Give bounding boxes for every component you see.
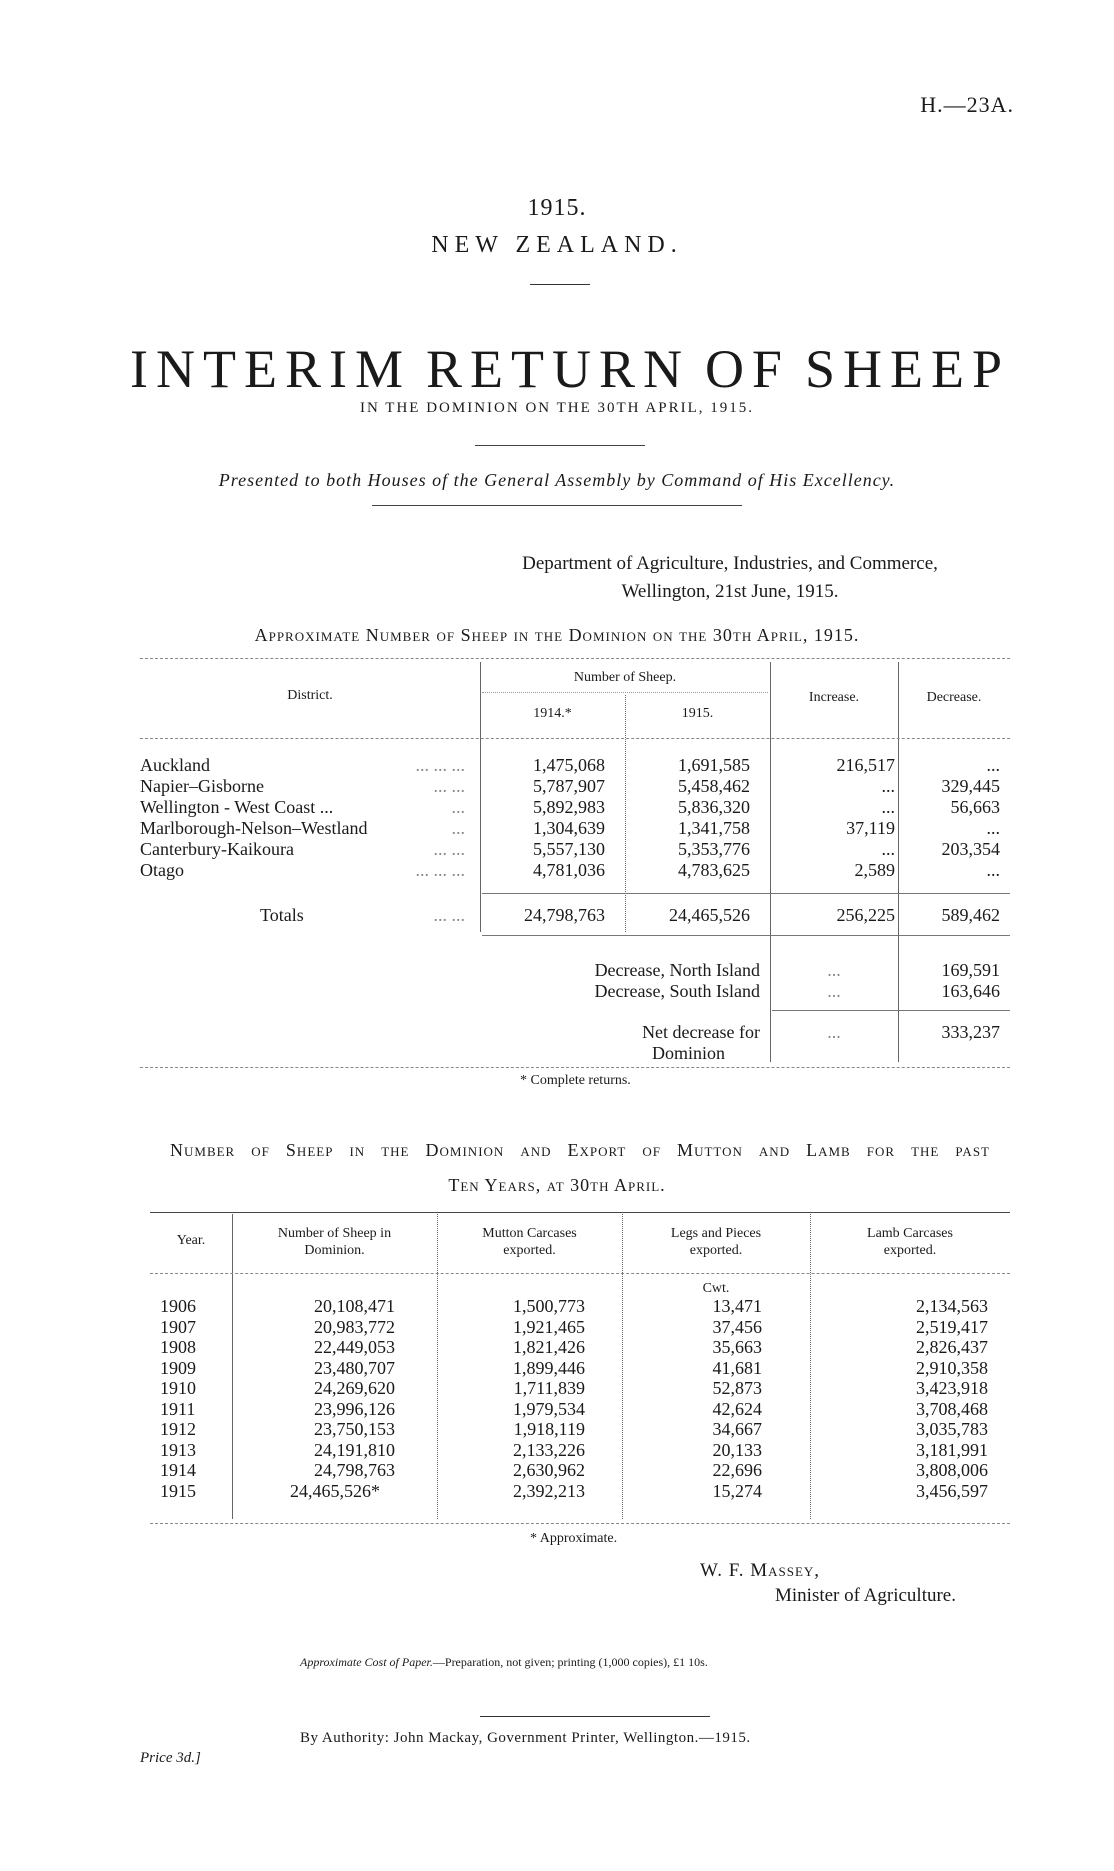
lamb-cell: 3,423,918 [916,1378,988,1398]
cost-text: —Preparation, not given; printing (1,000 copies), £1 10s. [432,1655,708,1669]
header-sheep [232,1225,437,1259]
price: Price 3d.] [140,1750,201,1766]
leader-dots: ... [451,797,465,817]
legs-cell: 34,667 [712,1419,762,1439]
summary-value: 169,591 [941,960,1000,980]
header-number-of-sheep: Number of Sheep. [573,670,677,685]
sheep-cell: 23,750,153 [314,1419,395,1439]
header-year: Year. [176,1233,206,1248]
sheep-cell: 23,996,126 [314,1398,395,1419]
leader-dots: ... ... [433,905,465,925]
table1-caption: Approximate Number of Sheep in the Dominion on the 30th April, 1915. [254,625,860,645]
signature-name: W. F. Massey, [700,1560,821,1581]
cell-1915: 1,691,585 [678,755,750,775]
lamb-cell: 3,181,991 [916,1439,988,1460]
header-mutton [437,1225,622,1259]
header-lamb-line2: exported. [883,1243,937,1258]
lamb-cell: 2,826,437 [916,1337,988,1357]
header-sheep-line2: Dominion. [304,1243,365,1258]
lamb-cell: 3,035,783 [916,1419,988,1439]
header-mutton-line2: exported. [503,1243,556,1258]
header-1915: 1915. [681,706,714,721]
sheep-cell: 23,480,707 [314,1357,395,1378]
presented-line: Presented to both Houses of the General Assembly by Command of His Excellency. [218,470,896,490]
net-decrease-row [480,1022,1010,1064]
table2-caption-line1: Number of Sheep in the Dominion and Export of Mutton and Lamb for the past [170,1140,990,1160]
table-row [140,860,1010,881]
totals-1914: 24,798,763 [524,905,605,925]
cell-1915: 4,783,625 [678,860,750,880]
header-rule [482,692,768,693]
year-cell: 1909 [160,1357,196,1378]
table-row [140,839,1010,860]
lamb-cell: 2,519,417 [916,1316,988,1337]
mutton-cell: 1,821,426 [513,1337,585,1357]
mutton-cell: 1,918,119 [513,1419,585,1439]
cell-increase: ... [881,776,895,796]
table2-caption-line2: Ten Years, at 30th April. [448,1175,666,1195]
divider [372,505,742,506]
cost-of-paper [300,1655,708,1670]
leader-dots: ... [827,981,841,1001]
sheep-cell: 24,798,763 [314,1460,395,1480]
table-row [150,1296,1010,1317]
header-legs [622,1225,810,1259]
mutton-cell: 2,392,213 [513,1480,585,1501]
table-row [150,1419,1010,1440]
cell-1914: 4,781,036 [533,860,605,880]
title-word: INTERIM [130,339,411,399]
year-cell: 1914 [160,1460,196,1480]
legs-cell: 22,696 [712,1460,762,1480]
legs-cell: 42,624 [712,1398,762,1419]
totals-increase: 256,225 [836,905,895,925]
table-row [150,1358,1010,1379]
mutton-cell: 1,899,446 [513,1357,585,1378]
cell-decrease: 203,354 [941,839,1000,859]
cell-1915: 5,836,320 [678,797,750,817]
department-block [480,550,980,606]
header-increase: Increase. [808,690,860,705]
divider [530,284,590,285]
legs-cell: 13,471 [712,1296,762,1316]
sheep-cell: 24,465,526* [290,1480,380,1501]
legs-cell: 52,873 [712,1378,762,1398]
leader-dots: ... [827,1022,841,1042]
summary-rule [772,1010,1010,1011]
lamb-cell: 3,808,006 [916,1460,988,1480]
year-cell: 1912 [160,1419,196,1439]
mutton-cell: 1,711,839 [513,1378,585,1398]
cell-decrease: 329,445 [941,776,1000,796]
summary-row [480,981,1010,1002]
district-cell: Auckland [140,755,210,775]
legs-cell: 41,681 [712,1357,762,1378]
district-cell: Canterbury-Kaikoura [140,839,294,859]
cell-1915: 5,458,462 [678,776,750,796]
subtitle: IN THE DOMINION ON THE 30TH APRIL, 1915. [359,400,754,416]
table-rule [140,1067,1010,1068]
cell-increase: 37,119 [846,818,895,838]
lamb-cell: 2,134,563 [916,1296,988,1316]
sheep-cell: 22,449,053 [314,1337,395,1357]
net-value: 333,237 [941,1022,1000,1042]
leader-dots: ... ... ... [415,860,465,880]
title-word: RETURN [425,339,690,399]
cost-label: Approximate Cost of Paper. [300,1655,433,1669]
leader-dots: ... [827,960,841,980]
cell-increase: 216,517 [836,755,895,775]
year-cell: 1911 [160,1398,196,1419]
cell-1914: 5,892,983 [533,797,605,817]
table-row [150,1440,1010,1461]
signature-title: Minister of Agriculture. [775,1585,956,1606]
mutton-cell: 1,921,465 [513,1316,585,1337]
year-cell: 1906 [160,1296,196,1316]
sheep-cell: 20,983,772 [314,1316,395,1337]
table2-body [150,1296,1010,1501]
year-cell: 1907 [160,1316,196,1337]
cell-decrease: ... [986,860,1000,880]
cell-decrease: ... [986,818,1000,838]
table-row [150,1378,1010,1399]
header-decrease: Decrease. [926,690,982,705]
summary-label: Decrease, North Island [594,960,760,980]
year-cell: 1913 [160,1439,196,1460]
lamb-cell: 2,910,358 [916,1357,988,1378]
totals-1915: 24,465,526 [669,905,750,925]
cell-1914: 5,557,130 [533,839,605,859]
cell-1914: 1,475,068 [533,755,605,775]
totals-label: Totals [260,905,304,925]
legs-cell: 15,274 [712,1480,762,1501]
table2-footnote: * Approximate. [530,1531,618,1546]
divider [480,1716,710,1717]
header-1914: 1914.* [533,706,572,721]
leader-dots: ... ... ... [415,755,465,775]
divider [475,445,645,446]
document-reference: H.—23A. [920,92,1014,117]
district-cell: Napier–Gisborne [140,776,264,796]
cell-decrease: 56,663 [950,797,1000,817]
summary-value: 163,646 [941,981,1000,1001]
legs-cell: 37,456 [712,1316,762,1337]
table1-body [140,755,1010,881]
table-rule [140,658,1010,659]
table-row [140,818,1010,839]
mutton-cell: 2,630,962 [513,1460,585,1480]
cell-decrease: ... [986,755,1000,775]
authority-line: By Authority: John Mackay, Government Printer, Wellington.—1915. [300,1730,751,1746]
net-label-line1: Net decrease for [642,1022,760,1042]
document-year: 1915. [527,195,587,221]
totals-decrease: 589,462 [941,905,1000,925]
header-mutton-line1: Mutton Carcases [482,1226,577,1241]
year-cell: 1908 [160,1337,196,1357]
table1-footnote: * Complete returns. [520,1073,631,1088]
summary-label: Decrease, South Island [594,981,760,1001]
mutton-cell: 1,500,773 [513,1296,585,1316]
leader-dots: ... ... [433,839,465,859]
table-row [150,1481,1010,1502]
department-place-date: Wellington, 21st June, 1915. [621,581,839,602]
leader-dots: ... [451,818,465,838]
cell-increase: 2,589 [854,860,895,880]
table-row [150,1337,1010,1358]
summary-row [480,960,1010,981]
sheep-cell: 24,191,810 [314,1439,395,1460]
leader-dots: ... ... [433,776,465,796]
mutton-cell: 1,979,534 [513,1398,585,1419]
title-word: SHEEP [804,339,1010,399]
header-lamb [810,1225,1010,1259]
sheep-cell: 24,269,620 [314,1378,395,1398]
header-legs-line2: exported. [689,1243,743,1258]
cell-increase: ... [881,839,895,859]
country-heading: NEW ZEALAND. [431,232,683,258]
table-row [140,776,1010,797]
main-title [130,338,1010,400]
cell-1914: 1,304,639 [533,818,605,838]
header-district: District. [287,688,333,703]
table-row [150,1399,1010,1420]
district-cell: Marlborough-Nelson–Westland [140,818,368,838]
year-cell: 1915 [160,1480,196,1501]
year-cell: 1910 [160,1378,196,1398]
totals-row [140,905,1010,926]
district-cell: Otago [140,860,184,880]
cell-1915: 5,353,776 [678,839,750,859]
district-cell: Wellington - West Coast ... [140,797,334,817]
cell-1915: 1,341,758 [678,818,750,838]
cell-increase: ... [881,797,895,817]
totals-rule [482,893,1010,894]
sheep-cell: 20,108,471 [314,1296,395,1316]
cell-1914: 5,787,907 [533,776,605,796]
header-legs-line1: Legs and Pieces [670,1226,762,1241]
header-sheep-line1: Number of Sheep in [277,1226,392,1241]
table-row [150,1317,1010,1338]
legs-cell: 20,133 [712,1439,762,1460]
table-row [150,1460,1010,1481]
department-name: Department of Agriculture, Industries, and Commerce, [522,553,938,574]
table-rule [150,1523,1010,1524]
table-rule [150,1273,1010,1274]
net-label-line2: Dominion [651,1043,725,1063]
title-word: OF [704,339,790,399]
table-rule [140,738,1010,739]
table-row [140,797,1010,818]
table-row [140,755,1010,776]
lamb-cell: 3,708,468 [916,1398,988,1419]
legs-cell: 35,663 [712,1337,762,1357]
header-lamb-line1: Lamb Carcases [867,1226,953,1241]
mutton-cell: 2,133,226 [513,1439,585,1460]
totals-rule [482,935,1010,936]
table-rule [150,1212,1010,1213]
lamb-cell: 3,456,597 [916,1480,988,1501]
legs-unit: Cwt. [702,1281,730,1296]
